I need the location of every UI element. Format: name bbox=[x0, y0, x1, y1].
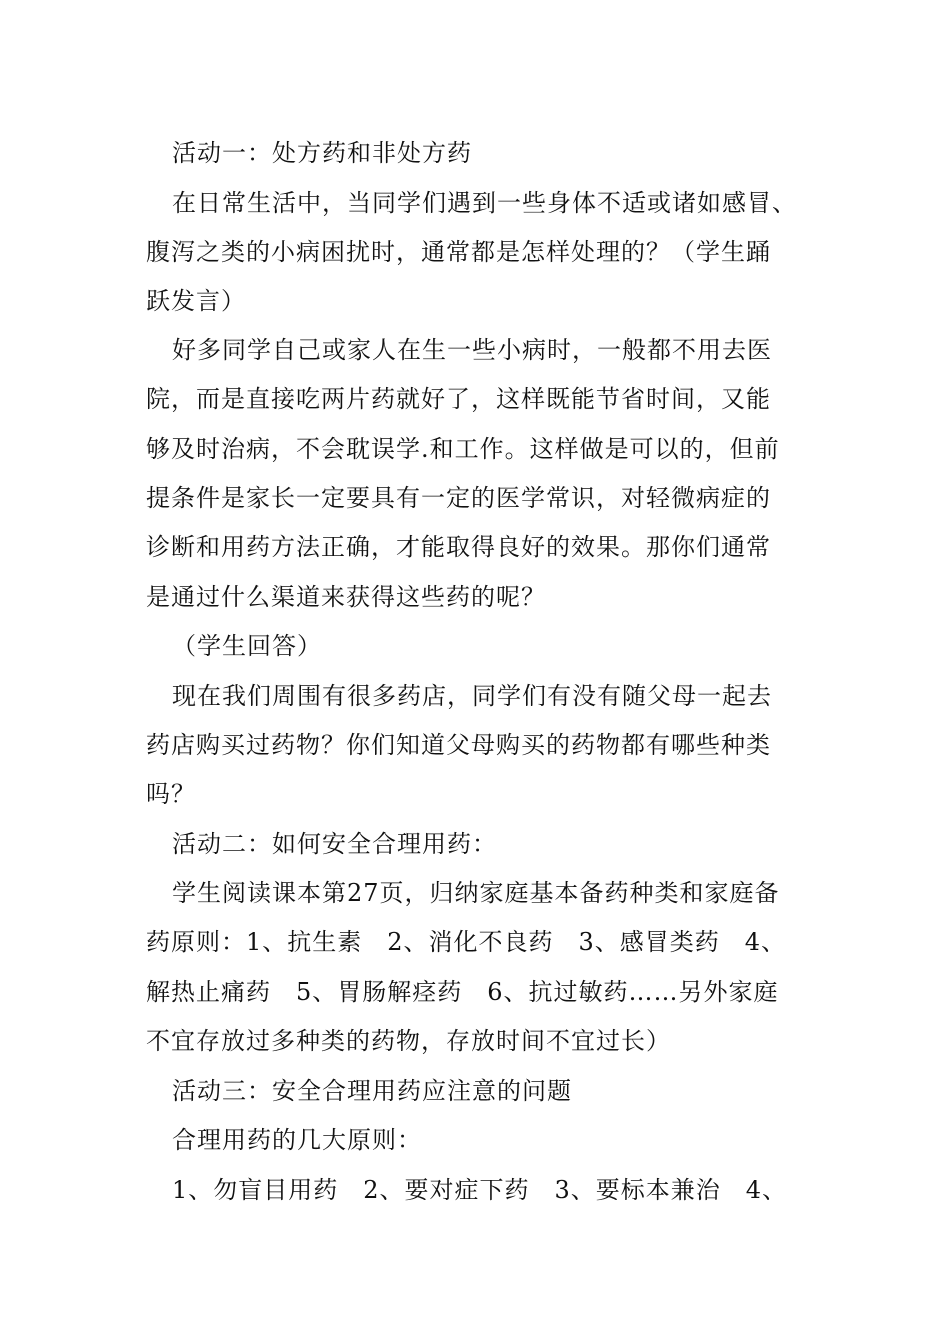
paragraph-line: 腹泻之类的小病困扰时，通常都是怎样处理的？（学生踊 bbox=[146, 238, 771, 266]
paragraph-line: 药原则：1、抗生素 2、消化不良药 3、感冒类药 4、 bbox=[146, 928, 787, 956]
paragraph-line: 不宜存放过多种类的药物，存放时间不宜过长） bbox=[146, 1027, 671, 1055]
paragraph-line: 跃发言） bbox=[146, 287, 246, 315]
paragraph-line: 院，而是直接吃两片药就好了，这样既能节省时间，又能 bbox=[146, 385, 771, 413]
paragraph-line: 吗？ bbox=[146, 780, 196, 808]
heading-activity-1: 活动一：处方药和非处方药 bbox=[172, 139, 472, 167]
heading-activity-2: 活动二：如何安全合理用药： bbox=[172, 830, 497, 858]
paragraph-line: 解热止痛药 5、胃肠解痉药 6、抗过敏药……另外家庭 bbox=[146, 978, 779, 1006]
paragraph-line: 合理用药的几大原则： bbox=[172, 1126, 422, 1154]
paragraph-line: 现在我们周围有很多药店，同学们有没有随父母一起去 bbox=[172, 682, 772, 710]
paragraph-line: （学生回答） bbox=[172, 632, 322, 660]
paragraph-line: 是通过什么渠道来获得这些药的呢？ bbox=[146, 583, 546, 611]
paragraph-line: 学生阅读课本第27页，归纳家庭基本备药种类和家庭备 bbox=[172, 879, 780, 907]
paragraph-line: 1、勿盲目用药 2、要对症下药 3、要标本兼治 4、 bbox=[172, 1176, 788, 1204]
paragraph-line: 药店购买过药物？你们知道父母购买的药物都有哪些种类 bbox=[146, 731, 771, 759]
paragraph-line: 够及时治病，不会耽误学.和工作。这样做是可以的，但前 bbox=[146, 435, 780, 463]
paragraph-line: 好多同学自己或家人在生一些小病时，一般都不用去医 bbox=[172, 336, 772, 364]
paragraph-line: 提条件是家长一定要具有一定的医学常识，对轻微病症的 bbox=[146, 484, 771, 512]
paragraph-line: 诊断和用药方法正确，才能取得良好的效果。那你们通常 bbox=[146, 533, 771, 561]
heading-activity-3: 活动三：安全合理用药应注意的问题 bbox=[172, 1077, 572, 1105]
paragraph-line: 在日常生活中，当同学们遇到一些身体不适或诸如感冒、 bbox=[172, 189, 797, 217]
